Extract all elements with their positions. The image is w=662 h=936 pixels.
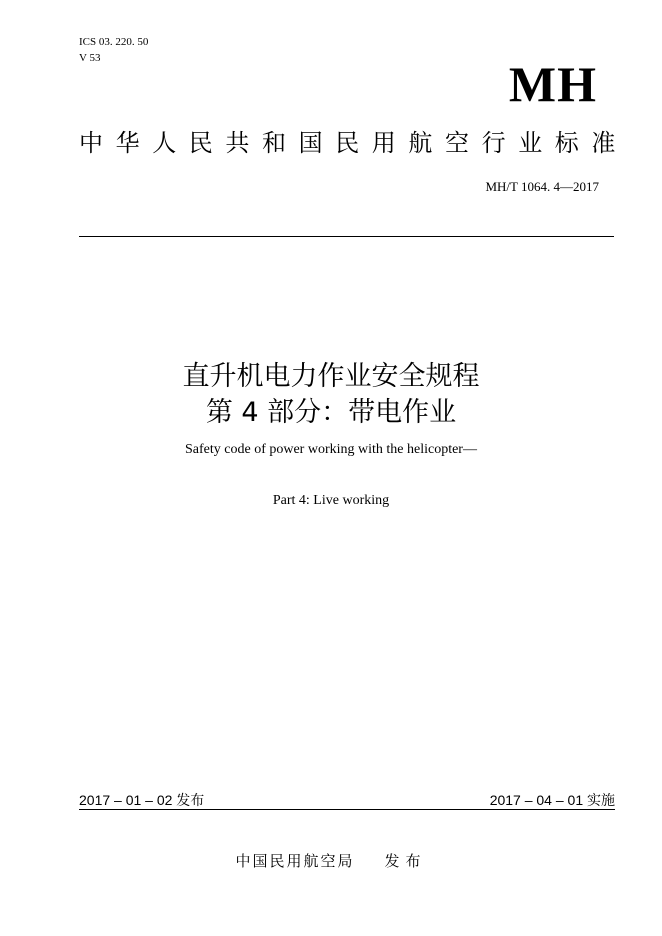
issue-date: 2017 – 01 – 02 发布 (79, 792, 205, 808)
standard-name: 中华人民共和国民用航空行业标准 (79, 129, 628, 157)
publisher (0, 850, 662, 872)
publisher-organization: 中国民用航空局 (235, 852, 355, 870)
implementation-date: 2017 – 04 – 01 实施 (489, 792, 615, 808)
footer-divider (79, 809, 615, 810)
ccs-code: V 53 (79, 52, 101, 64)
mh-logo: MH (508, 56, 597, 112)
ics-code: ICS 03. 220. 50 (79, 36, 149, 48)
title-en-line1: Safety code of power working with the helicopter— (185, 442, 477, 457)
publisher-action: 发布 (384, 852, 427, 870)
header-divider (79, 236, 614, 237)
title-cn-line1: 直升机电力作业安全规程 (182, 361, 480, 392)
standard-code: MH/T 1064. 4—2017 (485, 179, 599, 194)
classification-codes (79, 34, 148, 66)
title-en-line2: Part 4: Live working (272, 493, 390, 508)
title-cn-line2: 第 4 部分：带电作业 (205, 397, 457, 428)
